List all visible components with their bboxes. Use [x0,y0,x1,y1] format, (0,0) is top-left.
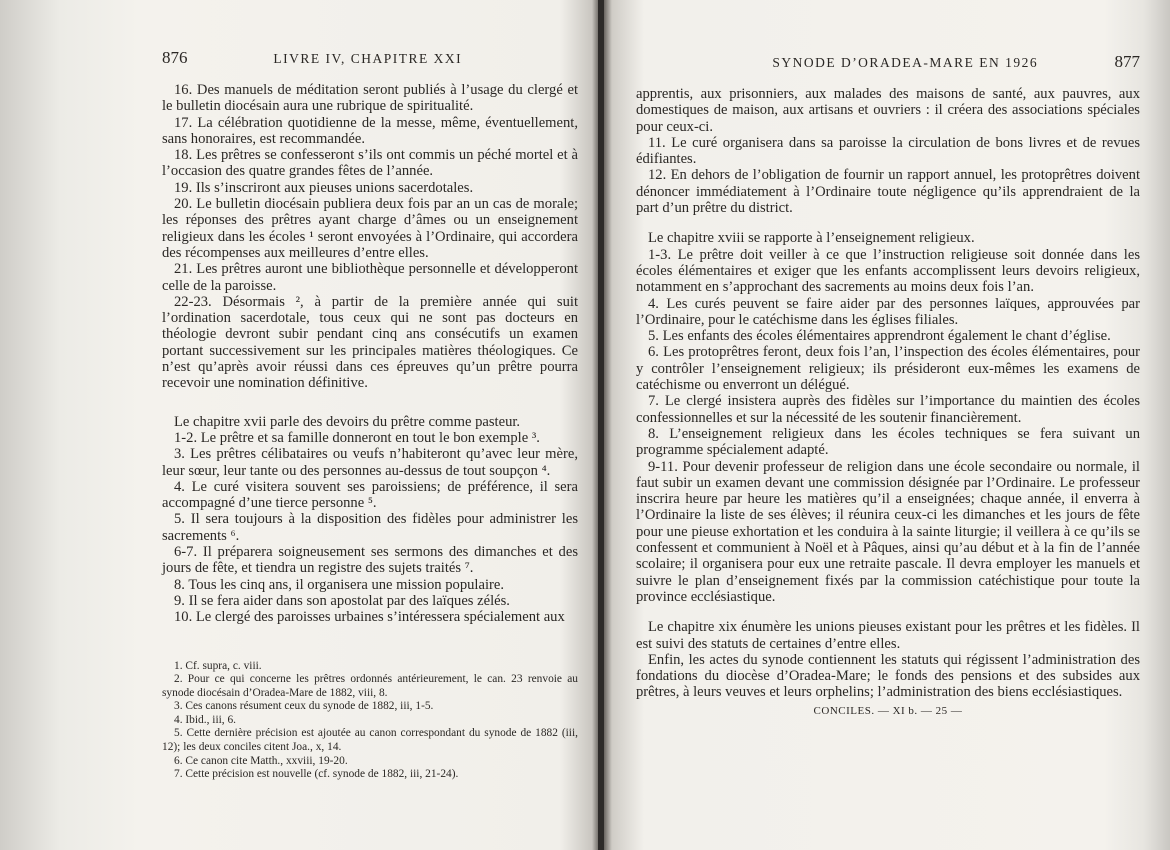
footnote: 6. Ce canon cite Matth., xxviii, 19-20. [174,754,348,767]
paragraph: 20. Le bulletin diocésain publiera deux fois par an un cas de morale; les réponses des prêtres ayant charge d’âmes ou un enseignement religieux dans les écoles ¹ seront envoyées à l’Ordinaire, qui accordera des récompenses aux meilleures d’entre elles. [162,196,578,261]
paragraph: 8. L’enseignement religieux dans les écoles techniques se fera suivant un programme spécialement adapté. [636,425,1140,459]
left-running-title: LIVRE IV, CHAPITRE XXI [273,51,463,66]
paragraph: 1-3. Le prêtre doit veiller à ce que l’instruction religieuse soit donnée dans les écoles élémentaires et exiger que les enfants accomplissent leurs devoirs religieux, notamment en s’approchant des sacrements au moins deux fois l’an. [636,246,1140,296]
paragraph: 11. Le curé organisera dans sa paroisse la circulation de bons livres et de revues édifiantes. [636,134,1140,168]
paragraph: 19. Ils s’inscriront aux pieuses unions sacerdotales. [174,179,474,196]
paragraph: 22-23. Désormais ², à partir de la première année qui suit l’ordination sacerdotale, tous ceux qui ne sont pas docteurs en théologie devront subir pendant cinq ans consécutifs un examen portant successivement sur les principales matières théologiques. Ce n’est qu’après avoir réussi dans ces épreuves qu’un prêtre pourra recevoir une nomination définitive. [162,293,578,392]
footnote: 5. Cette dernière précision est ajoutée au canon correspondant du synode de 1882 (iii, 12); les deux conciles citent Joa., x, 14. [162,727,578,754]
paragraph: 18. Les prêtres se confesseront s’ils ont commis un péché mortel et à l’occasion des quatre grandes fêtes de l’année. [162,147,578,180]
footnote: 1. Cf. supra, c. viii. [174,659,262,672]
right-page-number: 877 [1114,52,1140,71]
paragraph: 4. Les curés peuvent se faire aider par des personnes laïques, approuvées par l’Ordinaire, pour le catéchisme dans les églises filiales. [636,295,1140,328]
paragraph: 1-2. Le prêtre et sa famille donneront en tout le bon exemple ³. [174,429,540,446]
left-body [162,82,578,626]
chapter-intro: Le chapitre xvii parle des devoirs du prêtre comme pasteur. [174,413,521,430]
paragraph: 16. Des manuels de méditation seront publiés à l’usage du clergé et le bulletin diocésain aura une rubrique de spiritualité. [162,82,578,115]
paragraph: 5. Les enfants des écoles élémentaires apprendront également le chant d’église. [648,328,1111,345]
paragraph: 17. La célébration quotidienne de la messe, même, éventuellement, sans honoraires, est recommandée. [162,114,578,147]
right-running-head [636,52,1140,74]
chapter-intro: Le chapitre xviii se rapporte à l’enseignement religieux. [648,230,975,247]
footnotes [162,660,578,782]
footnote: 3. Ces canons résument ceux du synode de 1882, iii, 1-5. [174,700,434,713]
footnote: 2. Pour ce qui concerne les prêtres ordonnés antérieurement, le can. 23 renvoie au synode diocésain d’Oradea-Mare de 1882, viii, 8. [162,673,578,699]
paragraph: 6. Les protoprêtres feront, deux fois l’an, l’inspection des écoles élémentaires, pour y contrôler l’enseignement religieux; ils présideront eux-mêmes les examens de catéchisme ou enverront un délégué. [636,344,1140,394]
footnote: 4. Ibid., iii, 6. [174,713,237,726]
paragraph: 9. Il se fera aider dans son apostolat par des laïques zélés. [174,592,510,609]
paragraph: 10. Le clergé des paroisses urbaines s’intéressera spécialement aux [174,609,565,626]
right-running-title: SYNODE D’ORADEA-MARE EN 1926 [772,55,1039,70]
right-page [604,0,1170,850]
paragraph: 6-7. Il préparera soigneusement ses sermons des dimanches et des jours de fête, et tiendra un registre des sujets traités ⁷. [162,544,578,577]
left-page-number: 876 [162,48,188,67]
paragraph: Le chapitre xix énumère les unions pieuses existant pour les prêtres et les fidèles. Il est suivi des statuts de certaines d’entre elles. [636,619,1140,652]
paragraph: Enfin, les actes du synode contiennent les statuts qui régissent l’administration des fondations du diocèse d’Oradea-Mare; le fonds des pensions et des subsides aux prêtres, à leurs veuves et leurs orphelins; l’administration des biens ecclésiastiques. [636,651,1140,701]
right-body [636,86,1140,701]
paragraph: 21. Les prêtres auront une bibliothèque personnelle et développeront celle de la paroisse. [162,261,578,294]
paragraph: 8. Tous les cinq ans, il organisera une mission populaire. [174,576,504,593]
left-running-head [162,48,578,70]
paragraph: 12. En dehors de l’obligation de fournir un rapport annuel, les protoprêtres doivent dénoncer immédiatement à l’Ordinaire toute négligence qu’ils apprendraient de la part d’un prêtre du district. [636,167,1140,217]
paragraph: 3. Les prêtres célibataires ou veufs n’habiteront qu’avec leur mère, leur sœur, leur tante ou des personnes au-dessus de tout soupçon ⁴. [162,446,578,479]
paragraph: apprentis, aux prisonniers, aux malades des maisons de santé, aux pauvres, aux domestiques de maison, aux artisans et ouvriers : il créera des associations spéciales pour ceux-ci. [636,86,1140,135]
paragraph: 5. Il sera toujours à la disposition des fidèles pour administrer les sacrements ⁶. [162,511,578,544]
signature-mark: CONCILES. — XI b. — 25 — [813,704,963,717]
paragraph: 4. Le curé visitera souvent ses paroissiens; de préférence, il sera accompagné d’une tierce personne ⁵. [162,478,578,512]
footnote: 7. Cette précision est nouvelle (cf. synode de 1882, iii, 21-24). [174,768,459,781]
paragraph: 7. Le clergé insistera auprès des fidèles sur l’importance du maintien des écoles confessionnelles et sur la nécessité de les soutenir financièrement. [636,393,1140,426]
paragraph: 9-11. Pour devenir professeur de religion dans une école secondaire ou normale, il faut subir un examen devant une commission désignée par l’Ordinaire. Le professeur inscrira heure par heure les matières qu’il a enseignées; chaque année, il enverra à l’Ordinaire la liste de ses élèves; il réunira ceux-ci les dimanches et les jours de fête pour une pieuse exhortation et les conduira à la sainte liturgie; il veillera à ce qu’ils se confessent et communient à Noël et à Pâques, ainsi qu’au début et à la fin de l’année scolaire; il organisera pour eux une retraite pascale. Il devra employer les manuels et suivre le plan d’enseignement fixés par la commission catéchistique pour toute la province ecclésiastique. [636,458,1140,605]
